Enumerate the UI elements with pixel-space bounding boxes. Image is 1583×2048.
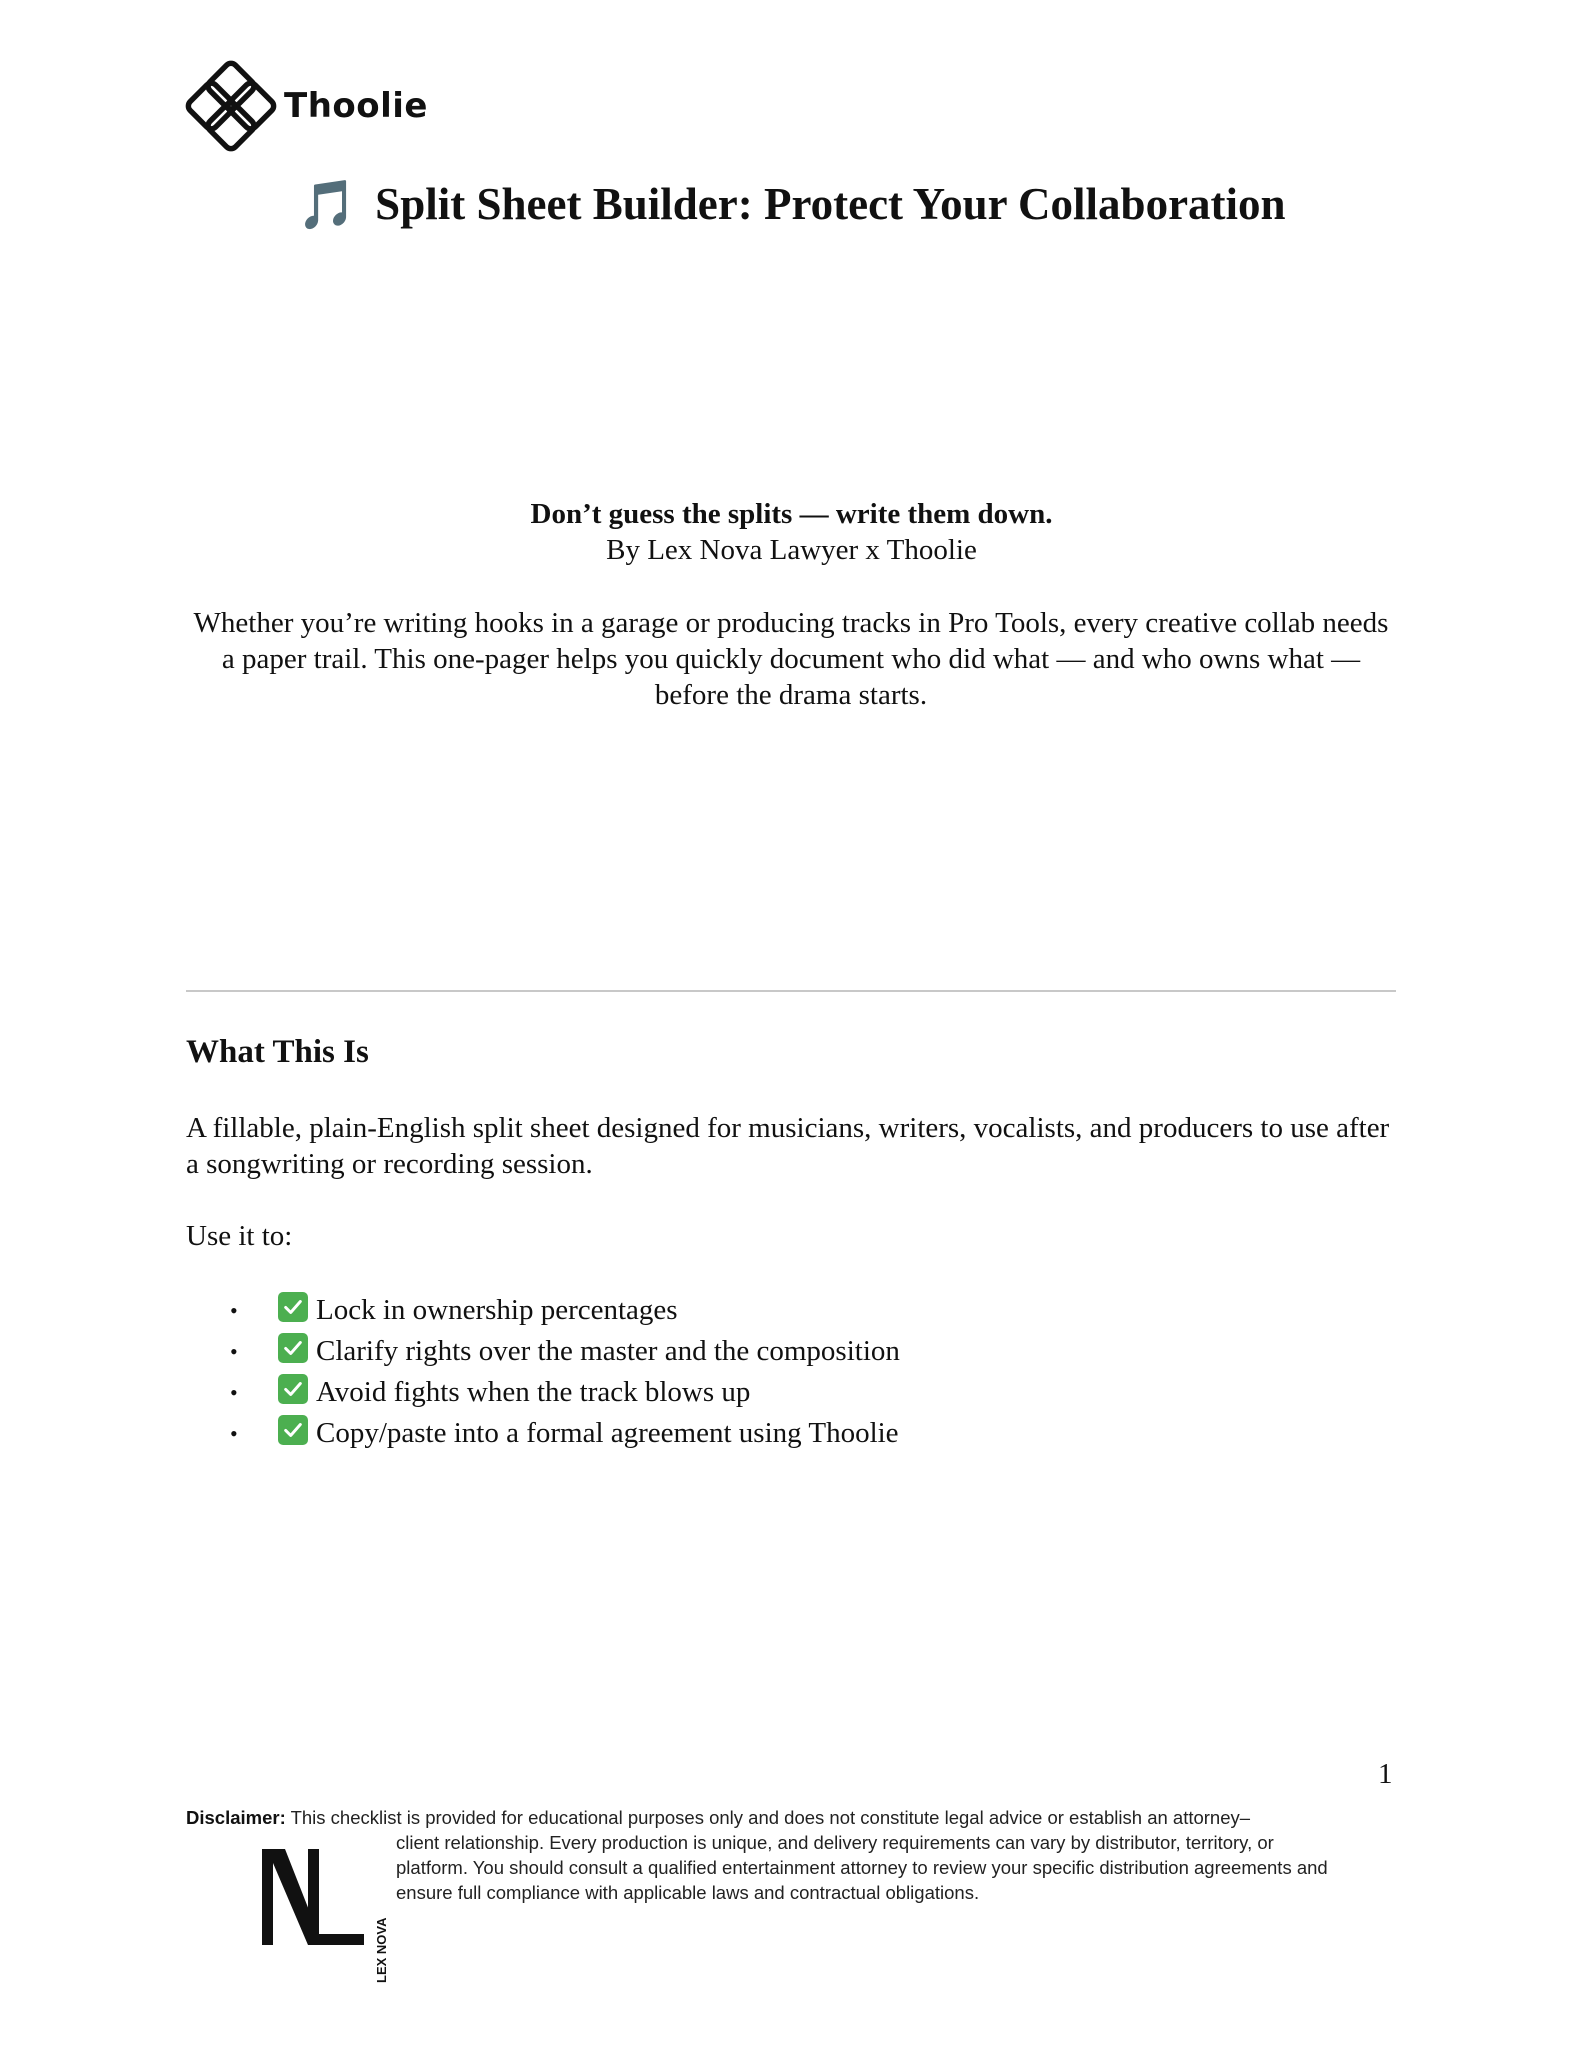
list-item: [186, 1372, 900, 1413]
byline: By Lex Nova Lawyer x Thoolie: [606, 534, 977, 566]
lex-nova-logo-text: LEX NOVA: [374, 1917, 389, 1983]
check-mark-icon: [278, 1374, 308, 1404]
list-item-text: Lock in ownership percentages: [316, 1294, 678, 1326]
list-item: [186, 1331, 900, 1372]
bullet: •: [230, 1379, 238, 1405]
bullet: •: [230, 1297, 238, 1323]
bullet: •: [230, 1338, 238, 1364]
thoolie-knot-logo-icon: [186, 61, 276, 151]
title-row: [0, 176, 1583, 233]
list-item-text: Avoid fights when the track blows up: [316, 1376, 751, 1408]
check-mark-icon: [278, 1292, 308, 1322]
disclaimer-line1: This checklist is provided for educational purposes only and does not constitute legal advice or establish an attorney–: [290, 1807, 1251, 1828]
section-heading: What This Is: [186, 1034, 369, 1070]
disclaimer-label: Disclaimer:: [186, 1807, 286, 1828]
page-number: 1: [1378, 1758, 1393, 1790]
section-description: A fillable, plain-English split sheet designed for musicians, writers, vocalists, and producers to use after a songwriting or recording session.: [186, 1112, 1390, 1180]
check-mark-icon: [278, 1333, 308, 1363]
list-item-text: Copy/paste into a formal agreement using Thoolie: [316, 1417, 899, 1449]
lex-nova-logo-icon: [258, 1843, 389, 1983]
use-label: Use it to:: [186, 1220, 293, 1252]
disclaimer-body: client relationship. Every production is unique, and delivery requirements can vary by distributor, territory, or platform. You should consult a qualified entertainment attorney to review your specific distribution agreements and ensure full compliance with applicable laws and contractual obligations.: [396, 1832, 1328, 1903]
list-item: [186, 1413, 900, 1454]
disclaimer-first-line: [186, 1805, 1386, 1830]
bullet: •: [230, 1420, 238, 1446]
use-list: [186, 1290, 900, 1454]
brand-name: Thoolie: [284, 85, 428, 126]
check-mark-icon: [278, 1415, 308, 1445]
brand-header: [186, 58, 428, 153]
page-title: Split Sheet Builder: Protect Your Collaboration: [375, 179, 1286, 229]
intro-paragraph: Whether you’re writing hooks in a garage or producing tracks in Pro Tools, every creative collab needs a paper trail. This one-pager helps you quickly document who did what — and who owns what — before the drama starts.: [193, 607, 1389, 711]
list-item-text: Clarify rights over the master and the composition: [316, 1335, 900, 1367]
tagline-block: [0, 496, 1583, 568]
section-divider: [186, 990, 1396, 992]
list-item: [186, 1290, 900, 1331]
tagline: Don’t guess the splits — write them down.: [530, 498, 1053, 530]
music-note-icon: 🎵: [297, 176, 358, 233]
